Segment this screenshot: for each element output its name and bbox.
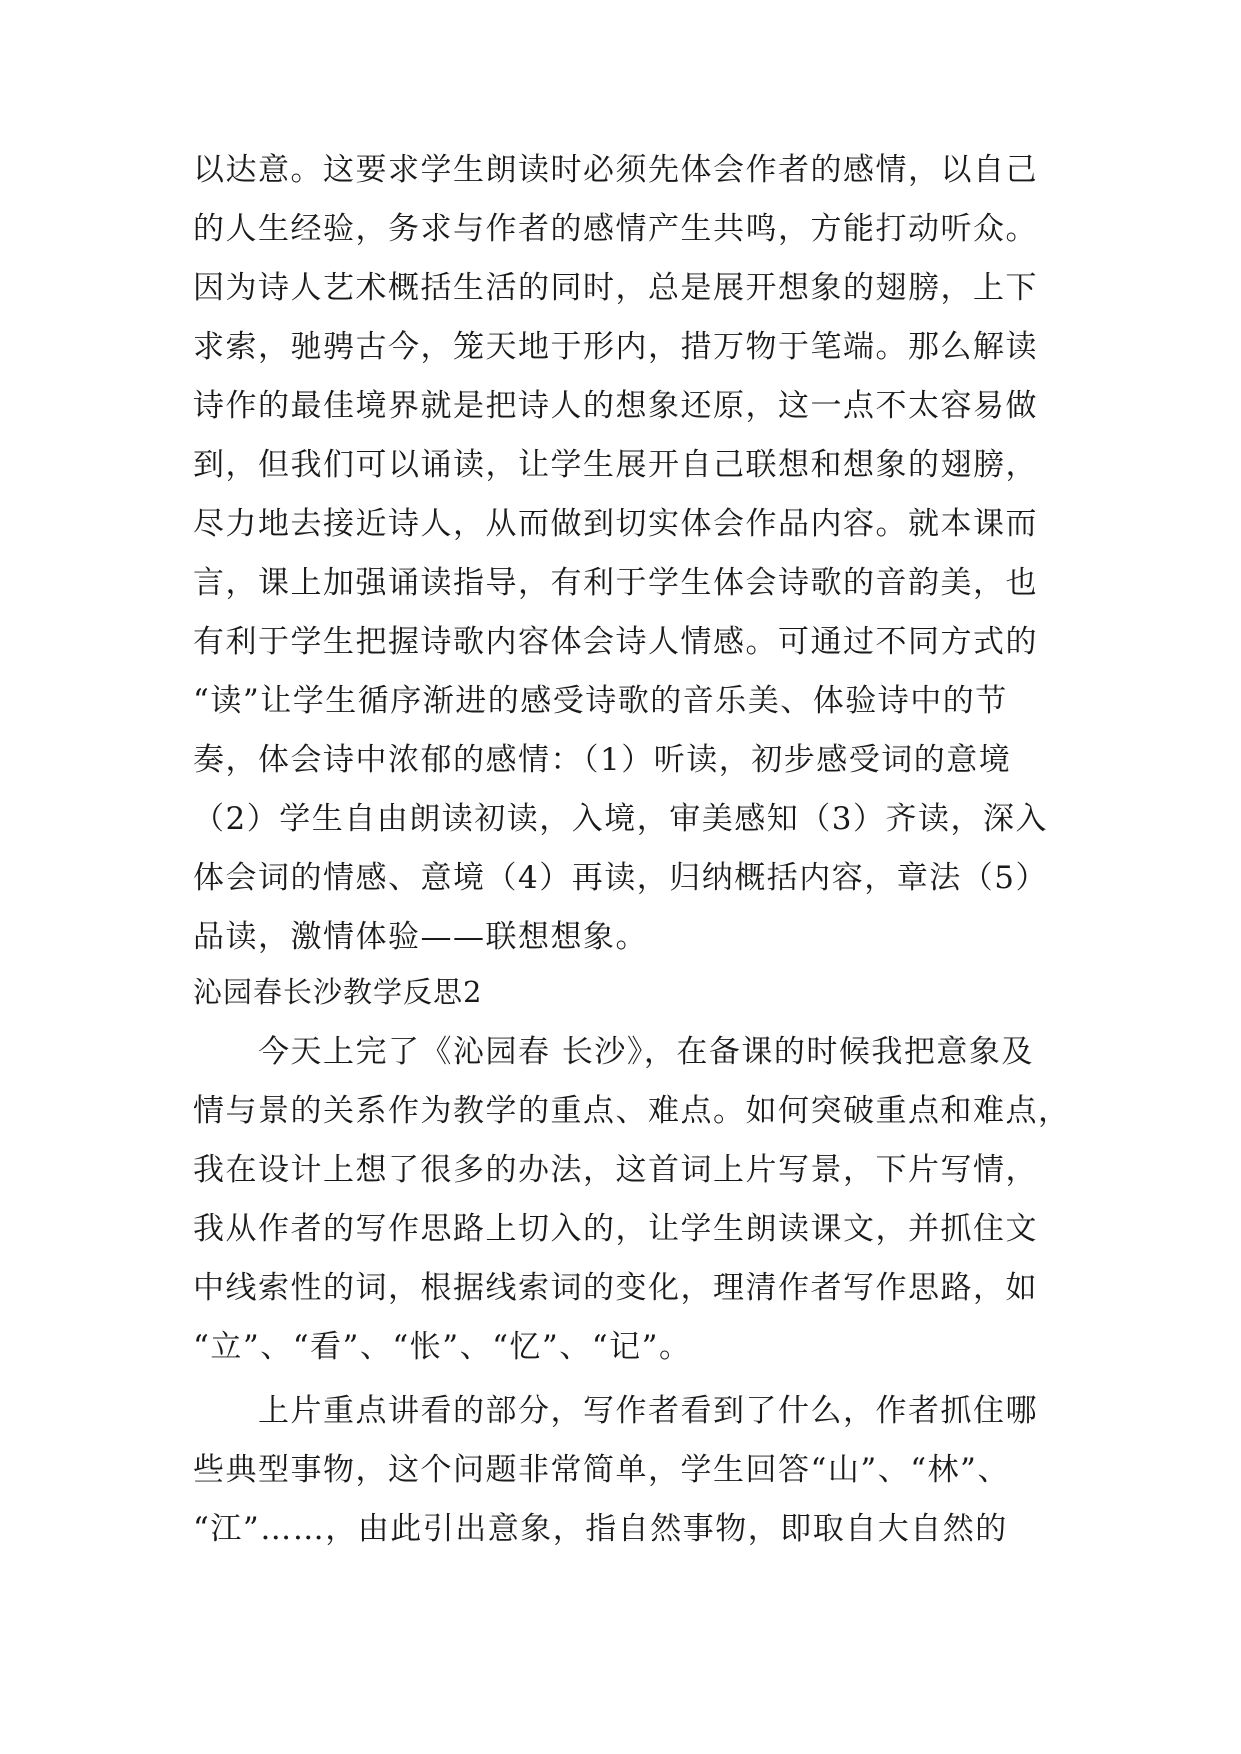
text-line: 尽力地去接近诗人，从而做到切实体会作品内容。就本课而 [193,506,1038,542]
text-line: 言，课上加强诵读指导，有利于学生体会诗歌的音韵美，也 [193,565,1038,601]
text-line: 情与景的关系作为教学的重点、难点。如何突破重点和难点， [193,1093,1071,1129]
text-line: 奏，体会诗中浓郁的感情：（1）听读，初步感受词的意境 [193,742,1012,778]
text-line: 求索，驰骋古今，笼天地于形内，措万物于笔端。那么解读 [193,329,1038,365]
text-line: 些典型事物，这个问题非常简单，学生回答“山”、“林”、 [193,1452,1010,1488]
text-line: 的人生经验，务求与作者的感情产生共鸣，方能打动听众。 [193,211,1038,247]
text-line: 品读，激情体验——联想想象。 [193,919,648,955]
text-line: （2）学生自由朗读初读，入境，审美感知（3）齐读，深入 [193,801,1048,837]
text-line: 我在设计上想了很多的办法，这首词上片写景，下片写情， [193,1152,1038,1188]
text-line: 因为诗人艺术概括生活的同时，总是展开想象的翅膀，上下 [193,270,1038,306]
section-heading: 沁园春长沙教学反思2 [193,975,483,1009]
text-line: 今天上完了《沁园春 长沙》，在备课的时候我把意象及 [193,1034,1034,1070]
text-line: 我从作者的写作思路上切入的，让学生朗读课文，并抓住文 [193,1211,1038,1247]
text-line: “读”让学生循序渐进的感受诗歌的音乐美、体验诗中的节 [193,683,1008,719]
text-line: 以达意。这要求学生朗读时必须先体会作者的感情，以自己 [193,152,1038,188]
text-line: 有利于学生把握诗歌内容体会诗人情感。可通过不同方式的 [193,624,1038,660]
text-line: 中线索性的词，根据线索词的变化，理清作者写作思路，如 [193,1270,1038,1306]
text-line: “江”……，由此引出意象，指自然事物，即取自大自然的 [193,1511,1008,1547]
text-line: 诗作的最佳境界就是把诗人的想象还原，这一点不太容易做 [193,388,1038,424]
text-line: 体会词的情感、意境（4）再读，归纳概括内容，章法（5） [193,860,1048,896]
text-line: 上片重点讲看的部分，写作者看到了什么，作者抓住哪 [193,1393,1038,1429]
text-line: 到，但我们可以诵读，让学生展开自己联想和想象的翅膀， [193,447,1038,483]
text-line: “立”、“看”、“怅”、“忆”、“记”。 [193,1329,692,1365]
